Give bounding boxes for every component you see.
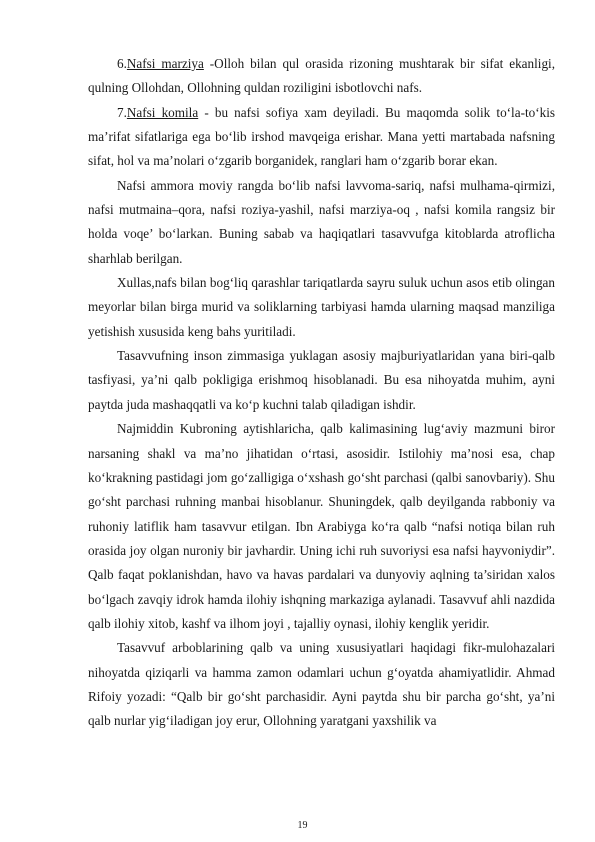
paragraph-nafs-summary: Xullas,nafs bilan bog‘liq qarashlar tariqatlarda sayru suluk uchun asos etib olingan meyorlar bilan birga murid va soliklarning tarbiyasi hamda ularning maqsad manziliga yetishish xususida keng bahs yuritiladi. xyxy=(88,275,555,339)
list-number: 6. xyxy=(117,56,127,71)
paragraph-ahmad-rifoiy: Tasavvuf arboblarining qalb va uning xususiyatlari haqidagi fikr-mulohazalari nihoyatda qiziqarli va hamma zamon odamlari uchun g‘oyatda ahamiyatlidir. Ahmad Rifoiy yozadi: “Qalb bir go‘sht parchasidir. Ayni paytda shu bir parcha go‘sht, ya’ni qalb nurlar yig‘iladigan joy erur, Ollohning yaratgani yaxshilik va xyxy=(88,640,555,729)
list-number: 7. xyxy=(117,104,127,120)
term-nafsi-komila: Nafsi komila xyxy=(126,104,199,120)
page-number: 19 xyxy=(297,820,308,831)
paragraph-text: - bu nafsi sofiya xam deyiladi. Bu maqomda solik to‘la-to‘kis ma’rifat sifatlariga ega bo‘lib irshod mavqeiga erishar. Mana yetti martabada nafsning sifat, hol va ma’nolari o‘zgarib borganidek, ranglari ham o‘zgarib borar ekan. xyxy=(88,104,556,169)
paragraph-qalb-tasfiyasi: Tasavvufning inson zimmasiga yuklagan asosiy majburiyatlaridan yana biri-qalb tasfiyasi, ya’ni qalb pokligiga erishmoq hisoblanadi. Bu esa nihoyatda muhim, ayni paytda juda mashaqqatli va ko‘p kuchni talab qiladigan ishdir. xyxy=(88,348,555,412)
paragraph-nafsi-komila xyxy=(88,101,555,174)
term-nafsi-marziya: Nafsi marziya xyxy=(126,56,204,71)
paragraph-najmiddin-kubro: Najmiddin Kubroning aytishlaricha, qalb kalimasining lug‘aviy mazmuni biror narsaning shakl va ma’no jihatidan o‘rtasi, asosidir. Istilohiy ma’nosi esa, chap ko‘krakning pastidagi jom go‘zalligiga o‘xshash go‘sht parchasi (qalbi sanovbariy). Shu go‘sht parchasi ruhning manbai hisoblanur. Shuningdek, qalb deyilganda rabboniy va ruhoniy latiflik ham tasavvur etilgan. Ibn Arabiyga ko‘ra qalb “nafsi notiqa bilan ruh orasida joy olgan nuroniy bir javhardir. Uning ichi ruh suvoriysi esa nafsi hayvoniydir”. Qalb faqat poklanishdan, havo va havas pardalari va dunyoviy aqlning ta’siridan xalos bo‘lgach zavqiy idrok hamda ilohiy ishqning markaziga aylanadi. Tasavvuf ahli nazdida qalb ilohiy xitob, kashf va ilhom joyi , tajalliy oynasi, ilohiy kenglik yeridir. xyxy=(88,421,555,631)
paragraph-text: -Olloh bilan qul orasida rizoning mushtarak bir sifat ekanligi, qulning Ollohdan, Ollohning quldan roziligini isbotlovchi nafs. xyxy=(88,56,555,96)
document-body xyxy=(88,52,555,734)
paragraph-nafsi-marziya xyxy=(88,52,555,101)
paragraph-nafs-colors: Nafsi ammora moviy rangda bo‘lib nafsi lavvoma-sariq, nafsi mulhama-qirmizi, nafsi mutmaina–qora, nafsi roziya-yashil, nafsi marziya-oq , nafsi komila rangsiz bir holda voqe’ bo‘larkan. Buning sabab va haqiqatlari tasavvufga kitoblarda atroflicha sharhlab berilgan. xyxy=(88,177,555,266)
